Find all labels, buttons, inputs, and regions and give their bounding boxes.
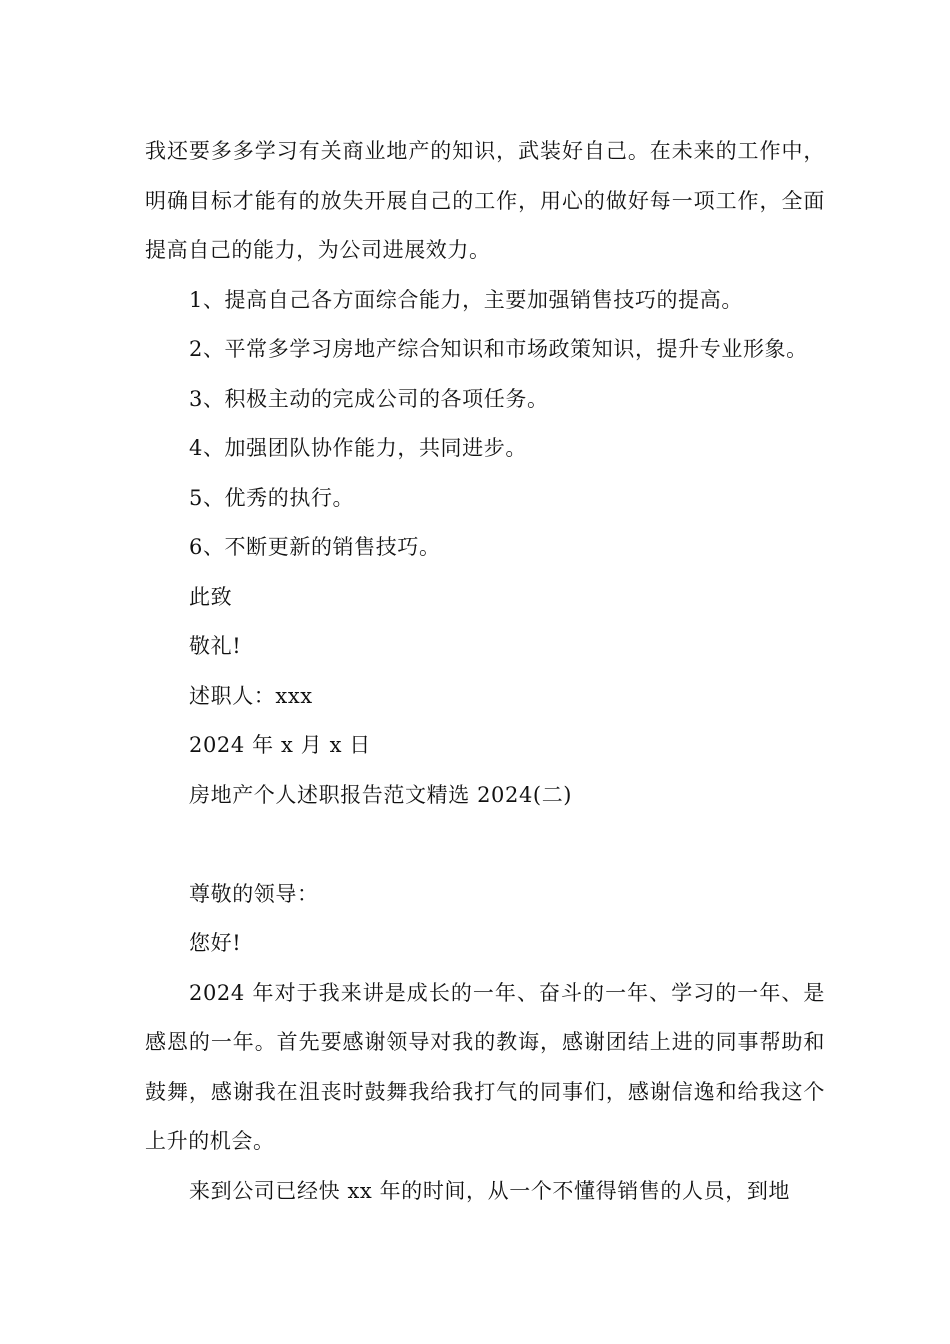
report-date: 2024 年 x 月 x 日 (189, 733, 371, 757)
list-item-3: 3、积极主动的完成公司的各项任务。 (189, 386, 549, 411)
section-title-2: 房地产个人述职报告范文精选 2024(二) (189, 782, 573, 807)
greeting-hello: 您好! (189, 931, 242, 955)
paragraph-knowledge-goals: 我还要多多学习有关商业地产的知识，武装好自己。在未来的工作中，明确目标才能有的放失开展自己的工作，用心的做好每一项工作，全面提高自己的能力，为公司进展效力。 (145, 139, 825, 262)
list-item-2: 2、平常多学习房地产综合知识和市场政策知识，提升专业形象。 (189, 337, 808, 361)
greeting-addressee: 尊敬的领导： (189, 881, 319, 906)
list-item-5: 5、优秀的执行。 (189, 485, 355, 510)
document-body (145, 127, 825, 1216)
paragraph-company-tenure: 来到公司已经快 xx 年的时间，从一个不懂得销售的人员，到地 (189, 1178, 791, 1203)
list-item-6: 6、不断更新的销售技巧。 (189, 535, 441, 559)
closing-regards: 敬礼! (189, 634, 242, 658)
closing-salutation: 此致 (189, 584, 233, 609)
blank-line (145, 820, 825, 870)
paragraph-gratitude: 2024 年对于我来讲是成长的一年、奋斗的一年、学习的一年、是感恩的一年。首先要感谢领导对我的教诲，感谢团结上进的同事帮助和鼓舞，感谢我在沮丧时鼓舞我给我打气的同事们，感谢信逸和给我这个上升的机会。 (145, 980, 825, 1153)
reporter-signature: 述职人：xxx (189, 683, 313, 708)
list-item-1: 1、提高自己各方面综合能力，主要加强销售技巧的提高。 (189, 287, 743, 312)
list-item-4: 4、加强团队协作能力，共同进步。 (189, 436, 527, 460)
